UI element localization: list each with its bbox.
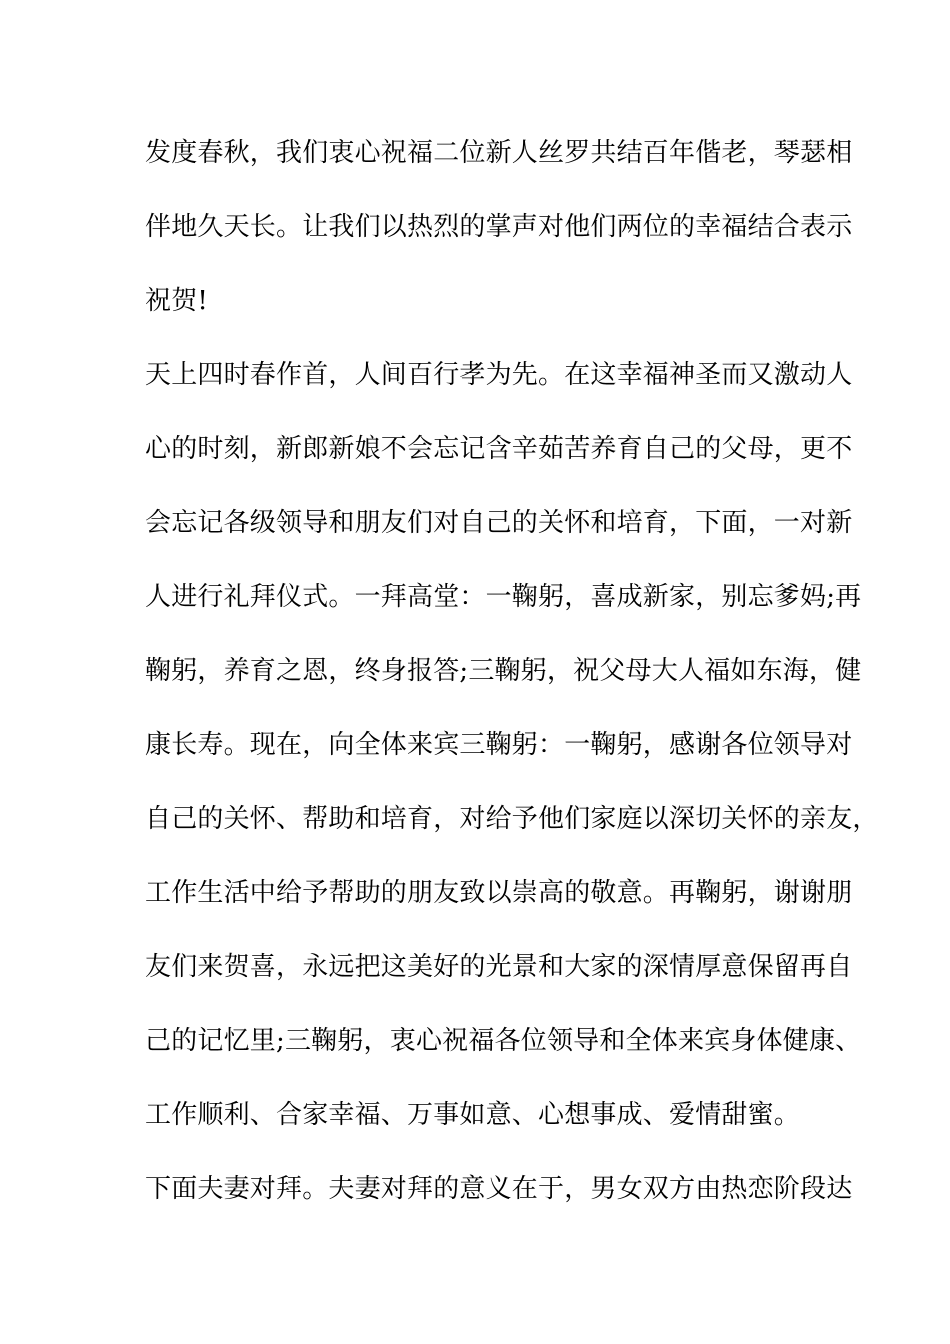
text-line: 人进行礼拜仪式。一拜高堂：一鞠躬，喜成新家，别忘爹妈;再: [145, 582, 862, 612]
document-body: [145, 133, 879, 1243]
text-line: 己的记忆里;三鞠躬，衷心祝福各位领导和全体来宾身体健康、: [145, 1026, 862, 1056]
text-line: 伴地久天长。让我们以热烈的掌声对他们两位的幸福结合表示: [145, 212, 853, 242]
text-line: 下面夫妻对拜。夫妻对拜的意义在于，男女双方由热恋阶段达: [145, 1174, 853, 1204]
text-line: 工作顺利、合家幸福、万事如意、心想事成、爱情甜蜜。: [145, 1100, 801, 1130]
text-line: 发度春秋，我们衷心祝福二位新人丝罗共结百年偕老，琴瑟相: [145, 138, 853, 168]
text-line: 友们来贺喜，永远把这美好的光景和大家的深情厚意保留再自: [145, 952, 853, 982]
text-line: 天上四时春作首，人间百行孝为先。在这幸福神圣而又激动人: [145, 360, 853, 390]
text-line: 康长寿。现在，向全体来宾三鞠躬：一鞠躬，感谢各位领导对: [145, 730, 853, 760]
text-line: 会忘记各级领导和朋友们对自己的关怀和培育，下面，一对新: [145, 508, 853, 538]
text-line: 工作生活中给予帮助的朋友致以崇高的敬意。再鞠躬，谢谢朋: [145, 878, 853, 908]
text-line: 祝贺!: [145, 286, 209, 316]
text-line: 自己的关怀、帮助和培育，对给予他们家庭以深切关怀的亲友，: [145, 804, 879, 834]
text-line: 心的时刻，新郎新娘不会忘记含辛茹苦养育自己的父母，更不: [145, 434, 853, 464]
text-line: 鞠躬，养育之恩，终身报答;三鞠躬，祝父母大人福如东海，健: [145, 656, 862, 686]
